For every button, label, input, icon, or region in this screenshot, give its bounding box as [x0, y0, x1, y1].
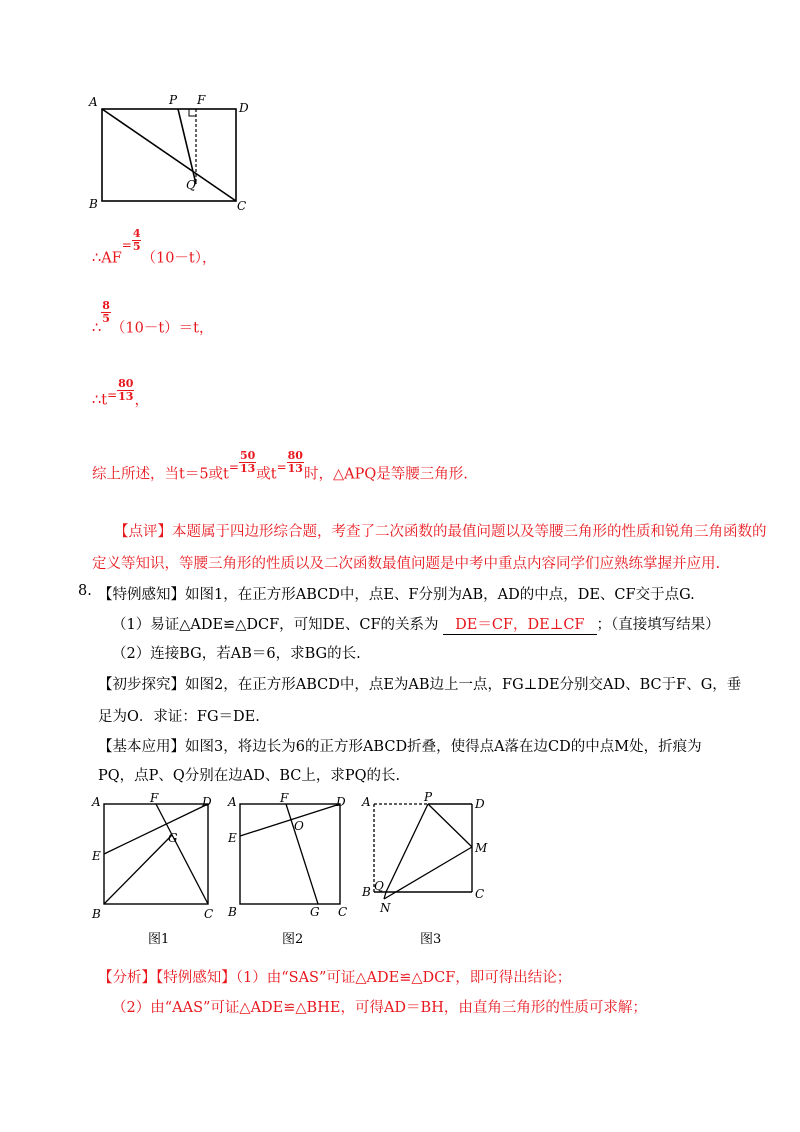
svg-text:G: G	[168, 831, 178, 845]
svg-text:O: O	[294, 819, 304, 833]
label-B: B	[89, 197, 98, 211]
svg-text:G: G	[310, 905, 320, 919]
q8-line-6: 【基本应用】如图3，将边长为6的正方形ABCD折叠，使得点A落在边CD的中点M处，折痕为	[98, 739, 702, 755]
figure-3	[360, 792, 490, 920]
svg-text:A: A	[362, 795, 371, 809]
solution-line-2: ∴ $\frac{8}{5}$ （10－t）＝t，	[92, 299, 214, 337]
svg-text:E: E	[92, 849, 101, 863]
svg-text:D: D	[336, 795, 346, 809]
figure-rectangle-apq	[85, 92, 255, 217]
figure-2	[226, 792, 356, 920]
label-A: A	[89, 95, 98, 109]
svg-text:B: B	[228, 905, 237, 919]
svg-text:A: A	[228, 795, 237, 809]
svg-text:D: D	[475, 797, 485, 811]
figure-3-caption: 图3	[420, 932, 442, 947]
q8-line-3: （2）连接BG，若AB＝6，求BG的长.	[112, 646, 361, 662]
svg-text:P: P	[424, 792, 433, 804]
svg-text:E: E	[228, 831, 237, 845]
figure-1-caption: 图1	[148, 932, 170, 947]
q8-line-2: （1）易证△ADE≌△DCF，可知DE、CF的关系为 DE＝CF，DE⊥CF ；（直接填写结果）	[112, 613, 720, 635]
q8-line-5: 足为O．求证：FG＝DE.	[98, 709, 260, 725]
comment-line-2: 定义等知识，等腰三角形的性质以及二次函数最值问题是中考中重点内容同学们应熟练掌握并应用.	[92, 556, 721, 572]
svg-text:D: D	[202, 795, 212, 809]
figure-1	[88, 792, 223, 920]
label-D: D	[239, 101, 249, 115]
figure-2-caption: 图2	[282, 932, 304, 947]
q8-answer: DE＝CF，DE⊥CF	[443, 613, 596, 635]
label-C: C	[237, 199, 247, 213]
question-number: 8.	[78, 583, 92, 599]
svg-text:F: F	[280, 792, 289, 805]
svg-text:M: M	[475, 841, 488, 855]
q8-line-7: PQ，点P、Q分别在边AD、BC上，求PQ的长.	[98, 768, 401, 784]
svg-text:C: C	[475, 887, 485, 901]
solution-conclusion: 综上所述，当t＝5或t= $\frac{50}{13}$ 或t= $\frac{80}{13}$ 时，△APQ是等腰三角形.	[92, 449, 468, 483]
label-Q: Q	[186, 178, 196, 192]
q8-line-1: 【特例感知】如图1，在正方形ABCD中，点E、F分别为AB，AD的中点，DE、CF交于点G.	[98, 587, 695, 603]
svg-text:Q: Q	[374, 879, 384, 893]
svg-text:F: F	[150, 792, 159, 805]
comment-line-1: 【点评】本题属于四边形综合题，考查了二次函数的最值问题以及等腰三角形的性质和锐角三角函数的	[114, 524, 767, 540]
svg-text:B: B	[92, 907, 101, 920]
label-P: P	[169, 93, 178, 107]
svg-text:A: A	[92, 795, 101, 809]
solution-line-1: ∴AF= $\frac{4}{5}$ （10－t），	[92, 227, 217, 267]
solution-line-3: ∴t= $\frac{80}{13}$ ，	[92, 377, 149, 409]
svg-text:C: C	[204, 907, 214, 920]
label-F: F	[197, 93, 206, 107]
svg-text:B: B	[362, 885, 371, 899]
q8-line-4: 【初步探究】如图2，在正方形ABCD中，点E为AB边上一点，FG⊥DE分别交AD、BC于F、G，垂	[98, 677, 742, 693]
analysis-line-1: 【分析】【特例感知】（1）由“SAS”可证△ADE≌△DCF，即可得出结论；	[98, 970, 572, 986]
svg-text:C: C	[338, 905, 348, 919]
analysis-line-2: （2）由“AAS”可证△ADE≌△BHE，可得AD＝BH，由直角三角形的性质可求解；	[112, 1000, 647, 1016]
svg-text:N: N	[380, 901, 391, 915]
